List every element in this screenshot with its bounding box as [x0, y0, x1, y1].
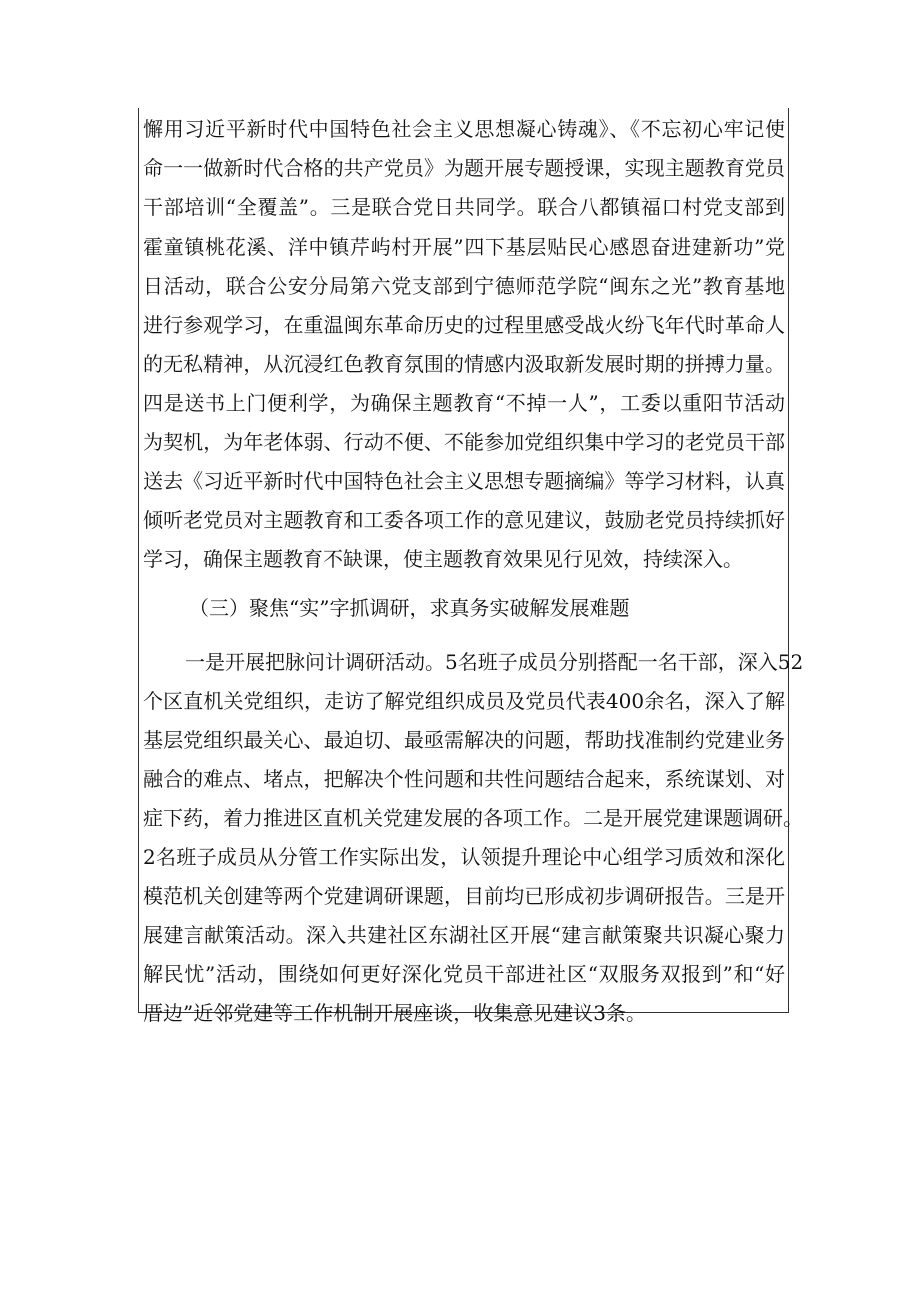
text-line: 霍童镇桃花溪、洋中镇芹屿村开展”四下基层贴民心感恩奋进建新功”党 — [143, 235, 785, 259]
text-line: 基层党组织最关心、最迫切、最亟需解决的问题，帮助找准制约党建业务 — [143, 728, 785, 752]
text-line: 懈用习近平新时代中国特色社会主义思想凝心铸魂》、《不忘初心牢记使 — [143, 117, 785, 141]
text-line: 个区直机关党组织，走访了解党组织成员及党员代表400余名，深入了解 — [143, 689, 785, 713]
text-line: 一是开展把脉问计调研活动。5名班子成员分别搭配一名干部，深入52 — [185, 650, 804, 674]
text-line: 送去《习近平新时代中国特色社会主义思想专题摘编》等学习材料，认真 — [143, 469, 785, 493]
text-line: 日活动，联合公安分局第六党支部到宁德师范学院“闽东之光”教育基地 — [143, 274, 785, 298]
text-line: 解民忧”活动，围绕如何更好深化党员干部进社区“双服务双报到”和“好 — [143, 962, 785, 986]
text-line: 四是送书上门便利学，为确保主题教育“不掉一人”，工委以重阳节活动 — [143, 391, 785, 415]
text-line: 的无私精神，从沉浸红色教育氛围的情感内汲取新发展时期的拼搏力量。 — [143, 352, 785, 376]
text-line: 展建言献策活动。深入共建社区东湖社区开展“建言献策聚共识凝心聚力 — [143, 923, 785, 947]
text-line: 进行参观学习，在重温闽东革命历史的过程里感受战火纷飞年代时革命人 — [143, 313, 785, 337]
text-line: 融合的难点、堵点，把解决个性问题和共性问题结合起来，系统谋划、对 — [143, 767, 785, 791]
section-heading: （三）聚焦“实”字抓调研，求真务实破解发展难题 — [189, 596, 630, 620]
text-line: 2名班子成员从分管工作实际出发，认领提升理论中心组学习质效和深化 — [143, 845, 785, 869]
text-line: 厝边”近邻党建等工作机制开展座谈，收集意见建议3条。 — [143, 1001, 646, 1025]
text-line: 模范机关创建等两个党建调研课题，目前均已形成初步调研报告。三是开 — [143, 884, 785, 908]
text-line: 干部培训“全覆盖”。三是联合党日共同学。联合八都镇福口村党支部到 — [143, 195, 785, 219]
text-line: 学习，确保主题教育不缺课，使主题教育效果见行见效，持续深入。 — [143, 547, 743, 571]
text-line: 倾听老党员对主题教育和工委各项工作的意见建议，鼓励老党员持续抓好 — [143, 508, 785, 532]
text-line: 症下药，着力推进区直机关党建发展的各项工作。二是开展党建课题调研。 — [143, 806, 803, 830]
text-line: 为契机，为年老体弱、行动不便、不能参加党组织集中学习的老党员干部 — [143, 430, 785, 454]
text-line: 命一一做新时代合格的共产党员》为题开展专题授课，实现主题教育党员 — [143, 156, 785, 180]
